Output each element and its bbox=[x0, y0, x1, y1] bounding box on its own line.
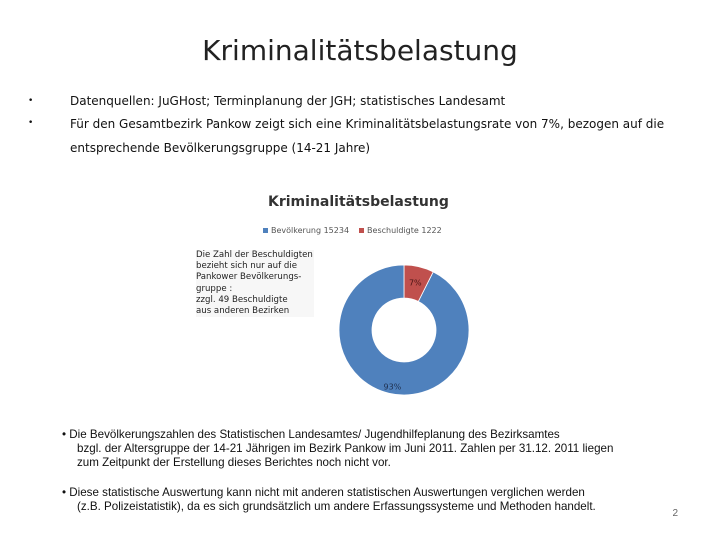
legend-label: Bevölkerung 15234 bbox=[271, 226, 350, 235]
note-line: zzgl. 49 Beschuldigte bbox=[196, 294, 288, 305]
note-line: bezieht sich nur auf die bbox=[196, 261, 298, 272]
slide-title: Kriminalitätsbelastung bbox=[202, 34, 518, 67]
bullet-list bbox=[28, 90, 688, 160]
bullet-marker: • bbox=[28, 118, 34, 128]
note-line: aus anderen Bezirken bbox=[196, 306, 290, 317]
data-label-beschuldigte: 7% bbox=[408, 278, 422, 288]
bullet-item bbox=[28, 90, 688, 112]
bullet-text: Datenquellen: JuGHost; Terminplanung der JGH; statistisches Landesamt bbox=[70, 94, 506, 108]
data-label-bevoelkerung: 93% bbox=[383, 382, 402, 392]
chart-title: Kriminalitätsbelastung bbox=[268, 194, 449, 210]
chart-panel bbox=[190, 188, 490, 413]
footnote-line: zum Zeitpunkt der Erstellung dieses Berichtes noch nicht vor. bbox=[77, 456, 391, 469]
footnote bbox=[62, 428, 672, 470]
footnote-line: • Die Bevölkerungszahlen des Statistischen Landesamtes/ Jugendhilfeplanung des Bezirksamtes bbox=[62, 428, 560, 441]
bullet-marker: • bbox=[28, 96, 34, 106]
bullet-item bbox=[28, 112, 688, 160]
note-line: Die Zahl der Beschuldigten bbox=[196, 250, 313, 260]
footnote bbox=[62, 486, 672, 514]
note-line: Pankower Bevölkerungs- bbox=[196, 272, 302, 283]
note-line: gruppe : bbox=[196, 283, 233, 294]
donut-slice-bevoelkerung bbox=[339, 265, 469, 395]
legend-label: Beschuldigte 1222 bbox=[367, 226, 442, 235]
page-number: 2 bbox=[672, 508, 678, 519]
chart-note bbox=[196, 250, 314, 317]
footnote-line: (z.B. Polizeistatistik), da es sich grundsätzlich um andere Erfassungssysteme und Methoden handelt. bbox=[77, 500, 596, 513]
footnote-line: • Diese statistische Auswertung kann nicht mit anderen statistischen Auswertungen verglichen werden bbox=[62, 486, 585, 499]
bullet-text: Für den Gesamtbezirk Pankow zeigt sich eine Kriminalitätsbelastungsrate von 7%, bezogen auf die entsprechende Bevölkerungsgruppe (14-21 Jahre) bbox=[70, 117, 665, 155]
footnote-line: bzgl. der Altersgruppe der 14-21 Jährigen im Bezirk Pankow im Juni 2011. Zahlen per 31.12. 2011 liegen bbox=[77, 442, 614, 455]
